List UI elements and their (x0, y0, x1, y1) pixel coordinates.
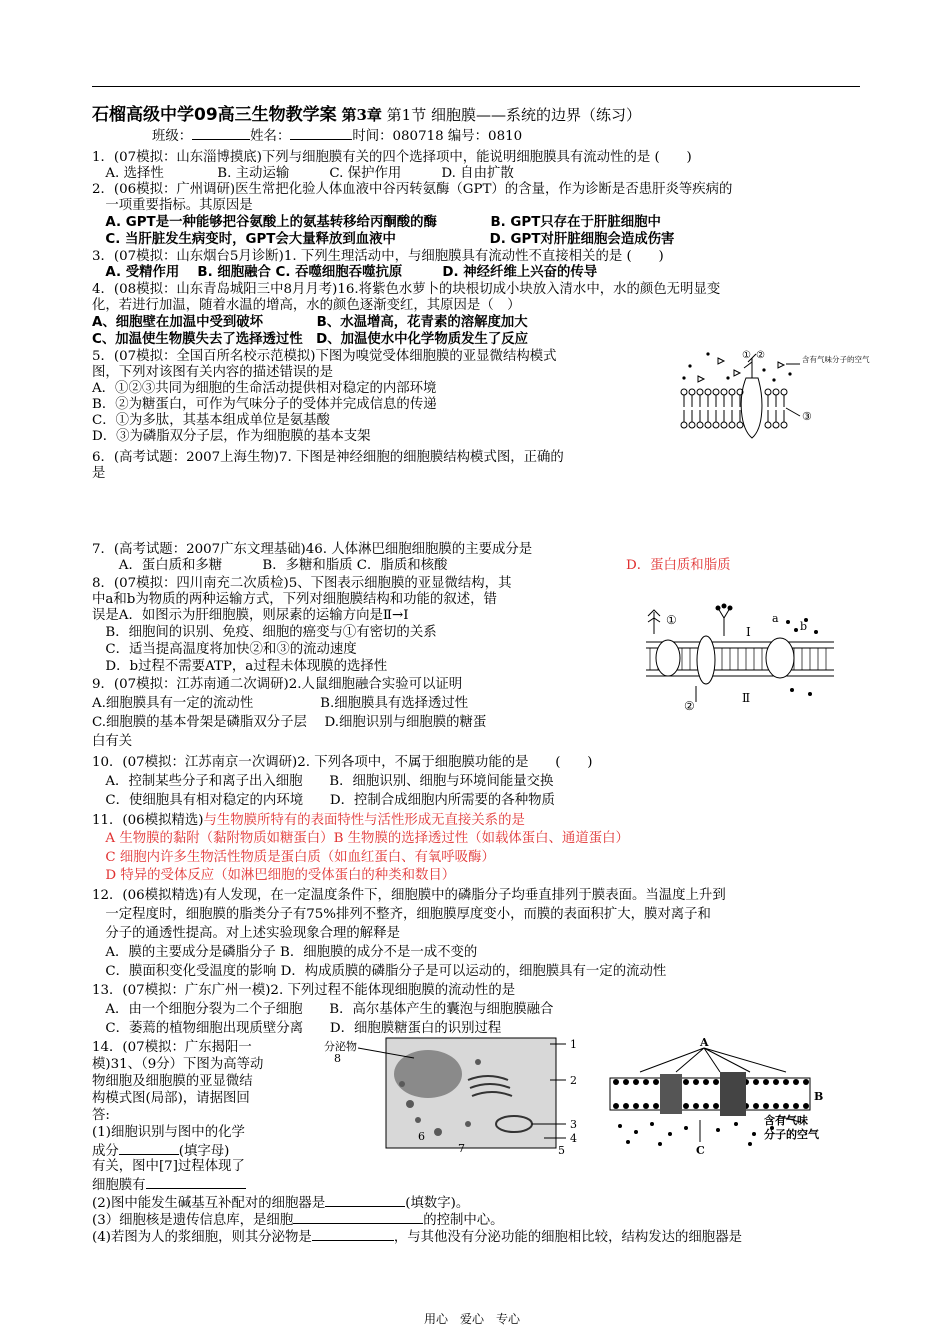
fig8-label-a: a (772, 612, 779, 625)
q14-part1-cont2: 有关，图中[7]过程体现了 (92, 1159, 245, 1174)
q11-options-ab: A 生物膜的黏附（黏附物质如糖蛋白）B 生物膜的选择透过性（如载体蛋白、通道蛋白） (92, 831, 629, 846)
fig14-bilayer (610, 1078, 810, 1110)
fig14-caption-1: 含有气味 (764, 1114, 808, 1127)
q2-options-ab: A. GPT是一种能够把谷氨酸上的氨基转移给丙酮酸的酶 B. GPT只存在于肝脏细胞中 (92, 215, 661, 230)
time-label: 时间：080718 编号：0810 (352, 129, 523, 144)
q14-part2-label: (2)图中能发生碱基互补配对的细胞器是 (92, 1196, 326, 1211)
fig8-glycoprotein (648, 610, 660, 634)
q8-option-b: B．细胞间的识别、免疫、细胞的癌变与①有密切的关系 (92, 625, 437, 640)
q14-fill-b: (填数字)。 (405, 1196, 470, 1211)
q14-stem-4: 构模式图(局部)，请据图回 (92, 1091, 250, 1106)
q9-options-cd: C.细胞膜的基本骨架是磷脂双分子层 D.细胞识别与细胞膜的糖蛋 (92, 715, 487, 730)
q14-stem-5: 答: (92, 1108, 110, 1123)
fig8-protein-left (656, 640, 680, 676)
q14-fill-c: 的控制中心。 (423, 1213, 504, 1228)
q5-stem-cont: 图，下列对该图有关内容的描述错误的是 (92, 365, 334, 380)
fig5-label-2: ② (756, 350, 765, 361)
q11-option-c: C 细胞内许多生物活性物质是蛋白质（如血红蛋白、有氧呼吸酶） (92, 850, 495, 865)
q14-part3-label: (3）细胞核是遗传信息库，是细胞 (92, 1213, 294, 1228)
school-title: 石榴高级中学09高三生物教学案 (92, 105, 337, 125)
q5-option-b: B．②为糖蛋白，可作为气味分子的受体并完成信息的传递 (92, 397, 437, 412)
fig8-label-b: b (800, 620, 808, 633)
top-rule (92, 86, 860, 87)
fig14-label-A: A (700, 1036, 709, 1049)
q4-stem-cont: 化，若进行加温，随着水温的增高，水的颜色逐渐变红，其原因是（ ） (92, 298, 521, 313)
q14-fill-a: (填字母) (178, 1144, 230, 1159)
q11-number: 11．(06模拟精选) (92, 813, 204, 828)
fig14-label-C: C (696, 1144, 705, 1157)
q14-stem-2: 模)31、（9分）下图为高等动 (92, 1057, 264, 1072)
q2-stem-cont: 一项重要指标。其原因是 (92, 198, 253, 213)
fig8-label-2: ② (684, 699, 695, 713)
q2-stem: 2．(06模拟：广州调研)医生常把化验人体血液中谷丙转氨酶（GPT）的含量，作为诊断是否患肝炎等疾病的 (92, 182, 733, 197)
class-label: 班级： (152, 129, 193, 144)
fig14-secretion-label: 分泌物 (324, 1040, 357, 1053)
q8-option-c: C．适当提高温度将加快②和③的流动速度 (92, 642, 357, 657)
q4-stem: 4．(08模拟：山东青岛城阳三中8月月考)16.将紫色水萝卜的块根切成小块放入清水中，水的颜色无明显变 (92, 282, 721, 297)
q14-part1-cont3 (92, 1176, 246, 1194)
q9-options-cont: 白有关 (92, 734, 133, 749)
q14-part1: (1)细胞识别与图中的化学 (92, 1125, 245, 1140)
q4-options-ab: A、细胞壁在加温中受到破坏 B、水温增高，花青素的溶解度加大 (92, 315, 528, 330)
q3-options: A. 受精作用 B. 细胞融合 C. 吞噬细胞吞噬抗原 D. 神经纤维上兴奋的传导 (92, 265, 598, 280)
q7-options (92, 558, 447, 574)
fig14-num-5: 5 (558, 1144, 565, 1157)
q7-stem: 7．(高考试题：2007广东文理基础)46. 人体淋巴细胞细胞膜的主要成分是 (92, 542, 533, 557)
section-label: 第1节 细胞膜——系统的边界（练习） (386, 106, 641, 124)
page-footer: 用心 爱心 专心 (424, 1312, 521, 1326)
fig5-olfactory-membrane (678, 348, 870, 446)
fig14-receptor-protein (720, 1072, 746, 1116)
q13-options-cd: C．萎蔫的植物细胞出现质壁分离 D．细胞膜糖蛋白的识别过程 (92, 1021, 502, 1036)
q8-stem: 8．(07模拟：四川南充二次质检)5、下图表示细胞膜的亚显微结构，其 (92, 576, 512, 591)
fig14-membrane-diagram (600, 1038, 846, 1158)
fig5-caption: 含有气味分子的空气 (802, 355, 870, 364)
q8-option-a: 误是A．如图示为肝细胞膜，则尿素的运输方向是Ⅱ→Ⅰ (92, 608, 409, 623)
q14-blank-3[interactable] (325, 1194, 405, 1207)
q1-stem: 1．(07模拟：山东淄博摸底)下列与细胞膜有关的四个选择项中，能说明细胞膜具有流动性的是 ( ) (92, 150, 692, 165)
q14-part4-label: (4)若图为人的浆细胞，则其分泌物是 (92, 1230, 312, 1245)
q14-part1-cont (92, 1142, 229, 1160)
q12-stem: 12．(06模拟精选)有人发现，在一定温度条件下，细胞膜中的磷脂分子均垂直排列于膜表面。当温度上升到 (92, 888, 726, 903)
q14-part4 (92, 1228, 742, 1246)
fig14-num-7: 7 (458, 1142, 465, 1155)
q5-option-d: D．③为磷脂双分子层，作为细胞膜的基本支架 (92, 429, 371, 444)
fig14-num-8: 8 (334, 1052, 341, 1065)
q5-option-a: A．①②③共同为细胞的生命活动提供相对稳定的内部环境 (92, 381, 437, 396)
name-blank[interactable] (290, 127, 352, 140)
q4-options-cd: C、加温使生物膜失去了选择透过性 D、加温使水中化学物质发生了反应 (92, 332, 529, 347)
fig14-num-1: 1 (570, 1038, 577, 1051)
q7-option-d: D．蛋白质和脂质 (626, 558, 731, 573)
fig8-label-I: Ⅰ (746, 625, 751, 639)
q12-options-ab: A．膜的主要成分是磷脂分子 B．细胞膜的成分不是一成不变的 (92, 945, 478, 960)
fig5-bottom-leaflet (681, 410, 787, 428)
fig14-num-2: 2 (570, 1074, 577, 1087)
fig8-membrane-transport (640, 598, 840, 716)
chapter-label: 第3章 (341, 106, 382, 124)
fig14-num-4: 4 (570, 1132, 577, 1145)
q14-blank-5[interactable] (312, 1228, 394, 1241)
fig5-odorant-molecules (698, 358, 784, 382)
q10-stem: 10．(07模拟：江苏南京一次调研)2. 下列各项中，不属于细胞膜功能的是 ( ) (92, 755, 593, 770)
name-label: 姓名： (250, 129, 291, 144)
q14-blank-2[interactable] (146, 1176, 246, 1189)
fig14-caption-2: 分子的空气 (764, 1128, 819, 1141)
q14-blank-4[interactable] (293, 1211, 423, 1224)
fig5-label-1: ① (742, 350, 751, 361)
q12-stem-cont1: 一定程度时，细胞膜的脂类分子有75%排列不整齐，细胞膜厚度变小，而膜的表面积扩大，膜对离子和 (92, 907, 711, 922)
q14-blank-1[interactable] (119, 1142, 179, 1155)
fig5-top-leaflet (681, 389, 787, 407)
fig14-cell-micrograph (318, 1034, 580, 1156)
fig8-sugar-chain (718, 608, 730, 636)
fig5-receptor-protein (741, 378, 762, 438)
fig14-num-6: 6 (418, 1130, 425, 1143)
q7-options-abc: A．蛋白质和多糖 B．多糖和脂质 C．脂质和核酸 (92, 558, 448, 573)
q13-options-ab: A．由一个细胞分裂为二个子细胞 B．高尔基体产生的囊泡与细胞膜融合 (92, 1002, 554, 1017)
fig14-channel-protein (660, 1074, 682, 1114)
q1-options: A. 选择性 B. 主动运输 C. 保护作用 D. 自由扩散 (92, 166, 514, 181)
q8-option-d: D．b过程不需要ATP，a过程未体现膜的选择性 (92, 659, 388, 674)
fig8-protein-middle (697, 636, 715, 684)
info-line (152, 127, 522, 145)
page-title (92, 100, 641, 125)
q2-options-cd: C. 当肝脏发生病变时，GPT会大量释放到血液中 D. GPT对肝脏细胞会造成伤害 (92, 232, 675, 247)
q12-options-cd: C．膜面积变化受温度的影响 D．构成质膜的磷脂分子是可以运动的，细胞膜具有一定的流动性 (92, 964, 667, 979)
fig8-protein-right (766, 638, 794, 678)
q6-stem-cont: 是 (92, 466, 106, 481)
q6-stem: 6．(高考试题：2007上海生物)7. 下图是神经细胞的细胞膜结构模式图，正确的 (92, 450, 564, 465)
q9-stem: 9．(07模拟：江苏南通二次调研)2.人鼠细胞融合实验可以证明 (92, 677, 463, 692)
fig14-label-A-lines (640, 1048, 786, 1072)
fig8-label-1: ① (666, 613, 677, 627)
fig14-odorant-dots (618, 1122, 774, 1146)
q10-options-ab: A．控制某些分子和离子出入细胞 B．细胞识别、细胞与环境间能量交换 (92, 774, 554, 789)
fig8-label-II: Ⅱ (742, 691, 751, 705)
q5-option-c: C．①为多肽，其基本组成单位是氨基酸 (92, 413, 330, 428)
q3-stem: 3．(07模拟：山东烟台5月诊断)1. 下列生理活动中，与细胞膜具有流动性不直接相关的是 ( ) (92, 249, 664, 264)
q8-stem-cont: 中a和b为物质的两种运输方式，下列对细胞膜结构和功能的叙述，错 (92, 592, 497, 607)
q10-options-cd: C．使细胞具有相对稳定的内环境 D．控制合成细胞内所需要的各种物质 (92, 793, 555, 808)
q14-stem-1: 14．(07模拟：广东揭阳一 (92, 1040, 252, 1055)
q14-part1-cont3-label: 细胞膜有 (92, 1178, 146, 1193)
q14-part2 (92, 1194, 469, 1212)
q11-option-d: D 特异的受体反应（如淋巴细胞的受体蛋白的种类和数目） (92, 868, 456, 883)
q5-stem: 5．(07模拟：全国百所名校示范模拟)下图为嗅觉受体细胞膜的亚显微结构模式 (92, 349, 557, 364)
q11-stem-red: 与生物膜所特有的表面特性与活性形成无直接关系的是 (203, 813, 525, 828)
q13-stem: 13．(07模拟：广东广州一模)2. 下列过程不能体现细胞膜的流动性的是 (92, 983, 516, 998)
q14-stem-3: 物细胞及细胞膜的亚显微结 (92, 1074, 253, 1089)
fig5-label-3: ③ (802, 410, 812, 423)
fig14-label-B: B (814, 1090, 824, 1103)
q14-part1-label: 成分 (92, 1144, 119, 1159)
class-blank[interactable] (192, 127, 250, 140)
q14-part3 (92, 1211, 504, 1229)
q12-stem-cont2: 分子的通透性提高。对上述实验现象合理的解释是 (92, 926, 400, 941)
q9-options-ab: A.细胞膜具有一定的流动性 B.细胞膜具有选择透过性 (92, 696, 469, 711)
q11-stem (92, 813, 525, 829)
q14-fill-d: ，与其他没有分泌功能的细胞相比较，结构发达的细胞器是 (393, 1230, 742, 1245)
fig14-num-3: 3 (570, 1118, 577, 1131)
